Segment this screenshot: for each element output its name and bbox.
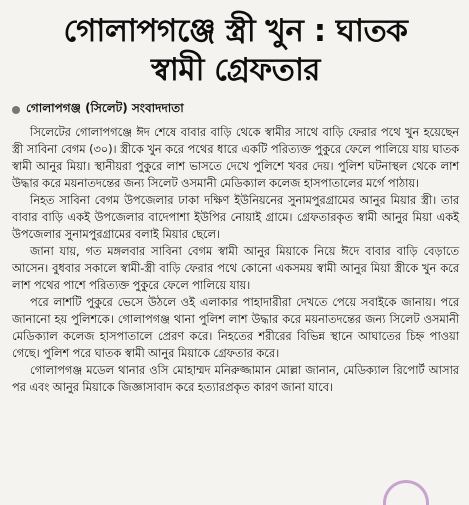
headline-line-1: গোলাপগঞ্জে স্ত্রী খুন : ঘাতক	[63, 13, 408, 49]
article-body	[12, 124, 459, 396]
headline	[12, 12, 459, 90]
bullet-icon	[12, 106, 20, 114]
paragraph: নিহত সাবিনা বেগম উপজেলার ঢাকা দক্ষিণ ইউনিয়নের সুনামপুরগ্রামের আনুর মিয়ার স্ত্রী। তার বাবার বাড়ি একই উপজেলার বাদেপাশা ইউপির নোয়াই গ্রামে। গ্রেফতারকৃত স্বামী আনুর মিয়া একই উপজেলার সুনামপুরগ্রামের বলাই মিয়ার ছেলে।	[12, 193, 459, 241]
byline-text: গোলাপগঞ্জ (সিলেট) সংবাদদাতা	[26, 101, 184, 115]
byline	[12, 100, 459, 120]
headline-line-2: স্বামী গ্রেফতার	[151, 52, 320, 88]
paragraph: সিলেটের গোলাপগঞ্জে ঈদ শেষে বাবার বাড়ি থেকে স্বামীর সাথে বাড়ি ফেরার পথে খুন হয়েছেন স্ত্রী সাবিনা বেগম (৩০)। স্ত্রীকে খুন করে পথের ধারে একটি পরিত্যক্ত পুকুরে ফেলে পালিয়ে যায় ঘাতক স্বামী আনুর মিয়া। স্থানীয়রা পুকুরে লাশ ভাসতে দেখে পুলিশে খবর দেয়। পুলিশ ঘটনাস্থল থেকে লাশ উদ্ধার করে ময়নাতদন্তের জন্য সিলেট ওসমানী মেডিক্যাল কলেজ হাসপাতালের মর্গে পাঠায়।	[12, 125, 459, 190]
paragraph: পরে লাশটি পুকুরে ভেসে উঠলে ওই এলাকার পাহাদারীরা দেখতে পেয়ে সবাইকে জানায়। পরে জানানো হয় পুলিশকে। গোলাপগঞ্জ থানা পুলিশ লাশ উদ্ধার করে ময়নাতদন্তের জন্য সিলেট ওসমানী মেডিক্যাল কলেজ হাসপাতালে প্রেরণ করে। নিহতের শরীরের বিভিন্ন স্থানে আঘাতের চিহ্ন পাওয়া গেছে। পুলিশ পরে ঘাতক স্বামী আনুর মিয়াকে গ্রেফতার করে।	[12, 295, 459, 360]
decorative-mark	[383, 480, 429, 505]
paragraph: জানা যায়, গত মঙ্গলবার সাবিনা বেগম স্বামী আনুর মিয়াকে নিয়ে ঈদে বাবার বাড়ি বেড়াতে আসেন। বুধবার সকালে স্বামী-স্ত্রী বাড়ি ফেরার পথে কোনো একসময় স্বামী আনুর মিয়া স্ত্রীকে খুন করে লাশ পথের পাশে পরিত্যক্ত পুকুরে ফেলে পালিয়ে যায়।	[12, 244, 459, 292]
paragraph: গোলাপগঞ্জ মডেল থানার ওসি মোহাম্মদ মনিরুজ্জামান মোল্লা জানান, মেডিক্যাল রিপোর্ট আসার পর এবং আনুর মিয়াকে জিজ্ঞাসাবাদ করে হত্যারপ্রকৃত কারণ জানা যাবে।	[12, 363, 459, 394]
